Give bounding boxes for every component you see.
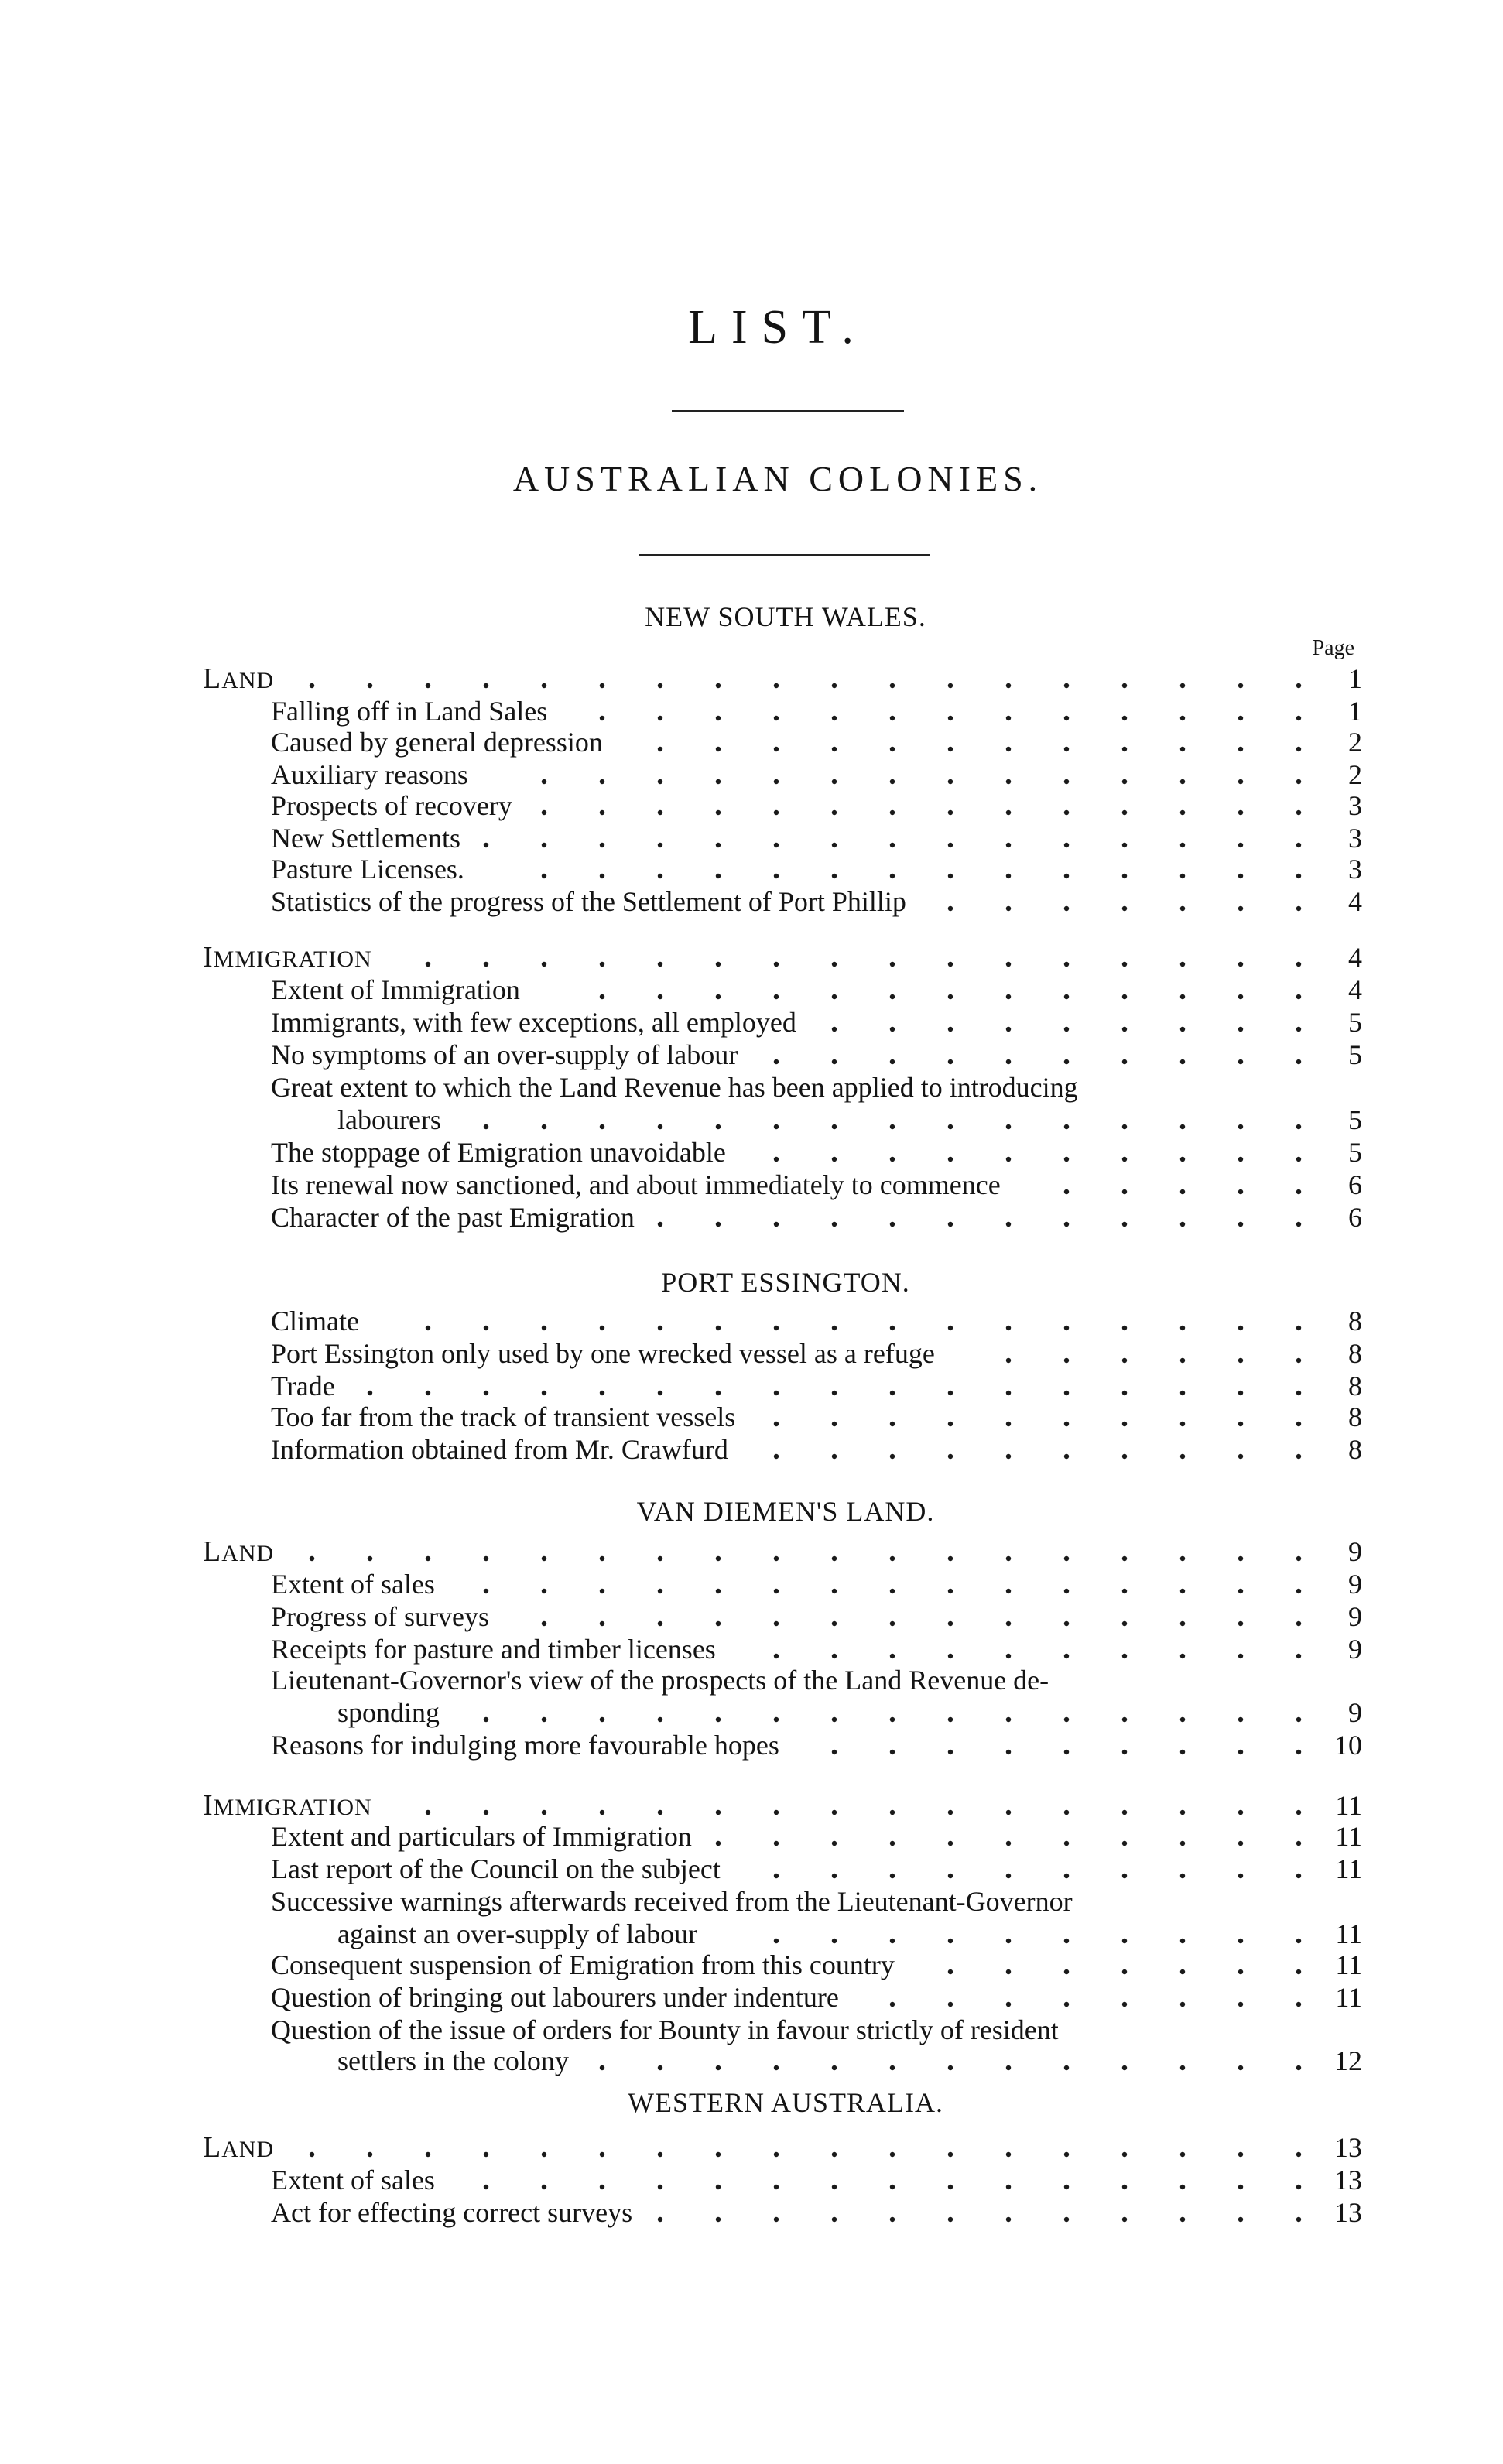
entry-label: Extent of sales bbox=[271, 1569, 435, 1600]
entry-page-number: 4 bbox=[1348, 886, 1362, 917]
entry-page-number: 11 bbox=[1335, 1790, 1362, 1821]
entry-page-number: 11 bbox=[1335, 1949, 1362, 1980]
entry-page-number: 3 bbox=[1348, 790, 1362, 821]
contents-entry bbox=[0, 1696, 1503, 1729]
entry-label: Trade bbox=[271, 1371, 335, 1401]
entry-label: Successive warnings afterwards received from the Lieutenant-Governor bbox=[271, 1886, 1073, 1917]
contents-entry bbox=[0, 974, 1503, 1006]
dot-leader bbox=[461, 1696, 1306, 1729]
section-heading-new-south-wales: NEW SOUTH WALES. bbox=[645, 601, 926, 632]
entry-label: Its renewal now sanctioned, and about immediately to commence bbox=[271, 1169, 1001, 1200]
entry-page-number: 8 bbox=[1348, 1371, 1362, 1401]
subtitle-divider bbox=[639, 554, 930, 556]
dot-leader bbox=[296, 2131, 1306, 2164]
entry-label: New Settlements bbox=[271, 823, 460, 854]
entry-label: Extent of sales bbox=[271, 2165, 435, 2195]
entry-page-number: 9 bbox=[1348, 1697, 1362, 1728]
entry-label: Information obtained from Mr. Crawfurd bbox=[271, 1434, 728, 1465]
contents-entry bbox=[0, 1918, 1503, 1950]
dot-leader bbox=[591, 2045, 1306, 2077]
page-column-header: Page bbox=[1312, 636, 1354, 660]
dot-leader bbox=[625, 726, 1306, 758]
entry-label: against an over-supply of labour bbox=[337, 1918, 698, 1949]
contents-entry bbox=[0, 1820, 1503, 1853]
dot-leader bbox=[394, 941, 1306, 974]
entry-heading: IMMIGRATION bbox=[203, 1789, 372, 1822]
entry-label: Statistics of the progress of the Settlement of Port Phillip bbox=[271, 886, 906, 917]
entry-heading: LAND bbox=[203, 662, 275, 695]
entry-page-number: 5 bbox=[1348, 1137, 1362, 1168]
entry-page-number: 3 bbox=[1348, 854, 1362, 885]
contents-entry bbox=[0, 2045, 1503, 2077]
entry-label: Auxiliary reasons bbox=[271, 759, 468, 790]
contents-entry bbox=[0, 1633, 1503, 1665]
contents-entry bbox=[0, 1337, 1503, 1370]
dot-leader bbox=[759, 1039, 1306, 1071]
entry-page-number: 12 bbox=[1334, 2045, 1362, 2076]
entry-label: Question of bringing out labourers under indenture bbox=[271, 1982, 839, 2013]
dot-leader bbox=[714, 1820, 1306, 1853]
contents-entry bbox=[0, 1370, 1503, 1402]
entry-label: Falling off in Land Sales bbox=[271, 696, 548, 727]
entry-label: Caused by general depression bbox=[271, 727, 603, 758]
entry-page-number: 8 bbox=[1348, 1434, 1362, 1465]
dot-leader bbox=[818, 1006, 1306, 1039]
entry-heading: IMMIGRATION bbox=[203, 941, 372, 974]
entry-page-number: 8 bbox=[1348, 1306, 1362, 1336]
entry-label: Great extent to which the Land Revenue has been applied to introducing bbox=[271, 1072, 1078, 1103]
entry-label: Receipts for pasture and timber licenses bbox=[271, 1634, 716, 1665]
dot-leader bbox=[463, 1104, 1306, 1136]
dot-leader bbox=[748, 1136, 1306, 1169]
entry-label: Extent and particulars of Immigration bbox=[271, 1821, 692, 1852]
entry-label: Too far from the track of transient vessels bbox=[271, 1401, 736, 1432]
dot-leader bbox=[742, 1853, 1306, 1885]
contents-entry bbox=[0, 1853, 1503, 1885]
entry-label: Immigrants, with few exceptions, all employed bbox=[271, 1007, 796, 1038]
entry-page-number: 8 bbox=[1348, 1338, 1362, 1369]
contents-entry bbox=[0, 758, 1503, 791]
entry-label: Port Essington only used by one wrecked vessel as a refuge bbox=[271, 1338, 935, 1369]
contents-entry bbox=[0, 1136, 1503, 1169]
entry-page-number: 5 bbox=[1348, 1007, 1362, 1038]
dot-leader bbox=[381, 1305, 1306, 1337]
entry-label: Pasture Licenses. bbox=[271, 854, 464, 885]
dot-leader bbox=[569, 695, 1306, 727]
title-divider bbox=[672, 410, 904, 412]
contents-entry bbox=[0, 2131, 1503, 2164]
contents-entry bbox=[0, 726, 1503, 758]
dot-leader bbox=[928, 885, 1306, 918]
page-subtitle: AUSTRALIAN COLONIES. bbox=[512, 459, 1043, 498]
entry-label: Extent of Immigration bbox=[271, 974, 520, 1005]
contents-entry bbox=[0, 853, 1503, 885]
entry-page-number: 9 bbox=[1348, 1569, 1362, 1600]
entry-page-number: 2 bbox=[1348, 759, 1362, 790]
contents-entry bbox=[0, 1433, 1503, 1466]
contents-entry bbox=[0, 1201, 1503, 1234]
dot-leader bbox=[534, 789, 1306, 822]
contents-entry bbox=[0, 1071, 1503, 1104]
contents-entry bbox=[0, 1729, 1503, 1761]
entry-page-number: 11 bbox=[1335, 1982, 1362, 2013]
contents-entry bbox=[0, 662, 1503, 695]
entry-page-number: 10 bbox=[1334, 1730, 1362, 1761]
entry-label: Last report of the Council on the subject bbox=[271, 1853, 721, 1884]
entry-page-number: 5 bbox=[1348, 1039, 1362, 1070]
contents-entry bbox=[0, 1535, 1503, 1568]
contents-entry bbox=[0, 1006, 1503, 1039]
contents-entry bbox=[0, 1949, 1503, 1981]
entry-page-number: 4 bbox=[1348, 942, 1362, 973]
contents-entry bbox=[0, 1568, 1503, 1600]
dot-leader bbox=[490, 758, 1306, 791]
section-heading-port-essington: PORT ESSINGTON. bbox=[661, 1267, 910, 1298]
entry-label: Reasons for indulging more favourable hopes bbox=[271, 1730, 779, 1761]
entry-heading: LAND bbox=[203, 1535, 275, 1568]
contents-entry bbox=[0, 1789, 1503, 1822]
dot-leader bbox=[457, 2164, 1306, 2196]
entry-page-number: 9 bbox=[1348, 1536, 1362, 1567]
entry-page-number: 11 bbox=[1335, 1918, 1362, 1949]
dot-leader bbox=[719, 1918, 1306, 1950]
entry-page-number: 13 bbox=[1334, 2132, 1362, 2163]
dot-leader bbox=[750, 1433, 1306, 1466]
section-heading-western-australia: WESTERN AUSTRALIA. bbox=[628, 2087, 943, 2118]
contents-entry bbox=[0, 1981, 1503, 2014]
entry-page-number: 9 bbox=[1348, 1601, 1362, 1632]
entry-page-number: 8 bbox=[1348, 1401, 1362, 1432]
entry-label: The stoppage of Emigration unavoidable bbox=[271, 1137, 726, 1168]
dot-leader bbox=[861, 1981, 1306, 2014]
entry-page-number: 1 bbox=[1348, 696, 1362, 727]
contents-entry bbox=[0, 1305, 1503, 1337]
entry-label: labourers bbox=[337, 1104, 441, 1135]
contents-entry bbox=[0, 1169, 1503, 1201]
dot-leader bbox=[916, 1949, 1306, 1981]
entry-label: Prospects of recovery bbox=[271, 790, 512, 821]
entry-page-number: 1 bbox=[1348, 663, 1362, 694]
contents-entry bbox=[0, 1039, 1503, 1071]
entry-page-number: 2 bbox=[1348, 727, 1362, 758]
entry-label: Climate bbox=[271, 1306, 359, 1336]
contents-entry bbox=[0, 1885, 1503, 1918]
dot-leader bbox=[394, 1789, 1306, 1822]
entry-label: Lieutenant-Governor's view of the prospects of the Land Revenue de- bbox=[271, 1665, 1049, 1696]
entry-heading: LAND bbox=[203, 2131, 275, 2164]
entry-label: Progress of surveys bbox=[271, 1601, 489, 1632]
dot-leader bbox=[654, 2196, 1306, 2229]
section-heading-van-diemen-s-land: VAN DIEMEN'S LAND. bbox=[636, 1496, 935, 1527]
dot-leader bbox=[801, 1729, 1306, 1761]
dot-leader bbox=[457, 1568, 1306, 1600]
entry-page-number: 3 bbox=[1348, 823, 1362, 854]
contents-entry bbox=[0, 2164, 1503, 2196]
page-title: LIST. bbox=[688, 301, 868, 354]
entry-page-number: 4 bbox=[1348, 974, 1362, 1005]
dot-leader bbox=[511, 1600, 1306, 1633]
entry-label: Question of the issue of orders for Bounty in favour strictly of resident bbox=[271, 2014, 1059, 2045]
entry-label: No symptoms of an over-supply of labour bbox=[271, 1039, 738, 1070]
entry-page-number: 5 bbox=[1348, 1104, 1362, 1135]
entry-page-number: 11 bbox=[1335, 1821, 1362, 1852]
contents-entry bbox=[0, 789, 1503, 822]
entry-page-number: 13 bbox=[1334, 2165, 1362, 2195]
entry-label: Character of the past Emigration bbox=[271, 1202, 635, 1233]
contents-entry bbox=[0, 822, 1503, 854]
dot-leader bbox=[656, 1201, 1306, 1234]
dot-leader bbox=[296, 1535, 1306, 1568]
contents-entry bbox=[0, 2014, 1503, 2046]
contents-entry bbox=[0, 941, 1503, 974]
entry-page-number: 9 bbox=[1348, 1634, 1362, 1665]
dot-leader bbox=[738, 1633, 1306, 1665]
entry-label: Consequent suspension of Emigration from this country bbox=[271, 1949, 895, 1980]
contents-entry bbox=[0, 1104, 1503, 1136]
entry-label: Act for effecting correct surveys bbox=[271, 2197, 633, 2228]
dot-leader bbox=[486, 853, 1306, 885]
dot-leader bbox=[1022, 1169, 1306, 1201]
contents-entry bbox=[0, 1600, 1503, 1633]
dot-leader bbox=[957, 1337, 1306, 1370]
contents-entry bbox=[0, 695, 1503, 727]
contents-entry bbox=[0, 2196, 1503, 2229]
entry-label: sponding bbox=[337, 1697, 440, 1728]
contents-entry bbox=[0, 1401, 1503, 1433]
entry-page-number: 13 bbox=[1334, 2197, 1362, 2228]
entry-label: settlers in the colony bbox=[337, 2045, 569, 2076]
entry-page-number: 11 bbox=[1335, 1853, 1362, 1884]
contents-entry bbox=[0, 885, 1503, 918]
entry-page-number: 6 bbox=[1348, 1202, 1362, 1233]
dot-leader bbox=[357, 1370, 1306, 1402]
dot-leader bbox=[482, 822, 1306, 854]
dot-leader bbox=[542, 974, 1306, 1006]
dot-leader bbox=[296, 662, 1306, 695]
dot-leader bbox=[757, 1401, 1306, 1433]
entry-page-number: 6 bbox=[1348, 1169, 1362, 1200]
contents-entry bbox=[0, 1664, 1503, 1696]
